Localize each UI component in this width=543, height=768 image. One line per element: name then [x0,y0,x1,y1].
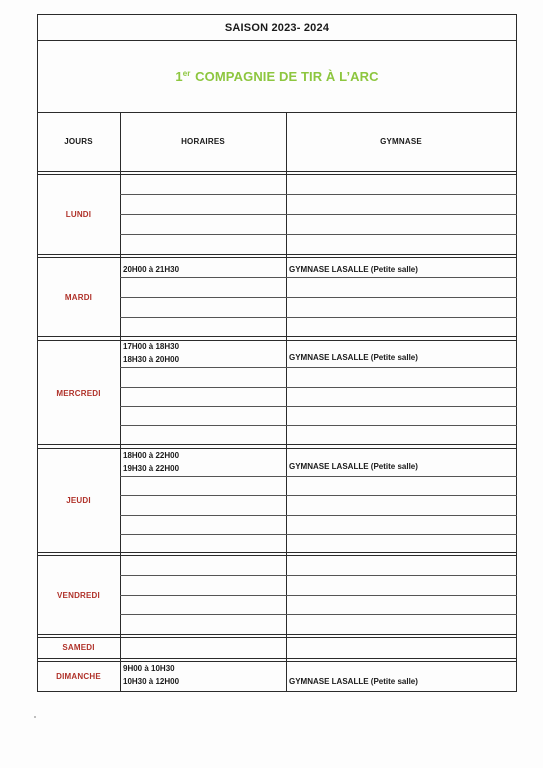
jeudi-hours-2: 19H30 à 22H00 [123,464,180,473]
lundi-end-line [37,254,517,255]
club-title-superscript: er [182,69,191,78]
title-box [37,41,517,112]
mardi-gym: GYMNASE LASALLE (Petite salle) [289,265,418,274]
table-border-right [516,112,517,692]
jeudi-end-line [37,552,517,553]
header-days-label: JOURS [64,137,93,146]
vendredi-subrow-line [120,614,517,615]
schedule-table [37,112,517,692]
jeudi-gym: GYMNASE LASALLE (Petite salle) [289,462,418,471]
club-title-prefix: 1 [175,69,183,84]
day-label: LUNDI [65,209,92,219]
mercredi-end-line [37,444,517,445]
table-bottom-border [37,691,517,692]
mardi-subrow-line [120,317,517,318]
mercredi-gym: GYMNASE LASALLE (Petite salle) [289,353,418,362]
header-hours [120,112,286,171]
mercredi-hours-1: 17H00 à 18H30 [123,342,180,351]
jeudi-subrow-line [120,476,517,477]
jeudi-subrow-line [120,534,517,535]
day-label: DIMANCHE [56,671,101,681]
day-label: VENDREDI [57,591,100,600]
mardi-subrow-line [120,297,517,298]
mardi-end-line [37,336,517,337]
dimanche-gym: GYMNASE LASALLE (Petite salle) [289,677,418,686]
header-gym-label: GYMNASE [380,137,422,146]
day-label: SAMEDI [62,643,95,652]
day-jeudi [37,448,120,552]
mercredi-hours-2: 18H30 à 20H00 [123,355,180,364]
header-hours-label: HORAIRES [181,137,225,146]
header-rule [37,171,517,172]
day-label: MERCREDI [56,388,101,398]
scan-speck [34,716,36,718]
jeudi-subrow-line [120,515,517,516]
table-divider-hours [286,112,287,692]
vendredi-subrow-line [120,595,517,596]
day-mercredi [37,340,120,446]
day-mardi [37,257,120,338]
dimanche-hours-2: 10H30 à 12H00 [123,677,180,686]
header-days [37,112,120,171]
jeudi-subrow-line [120,495,517,496]
lundi-subrow-line [120,234,517,235]
day-samedi [37,637,120,658]
mercredi-subrow-line [120,367,517,368]
table-divider-days [120,112,121,692]
lundi-subrow-line [120,214,517,215]
day-vendredi [37,555,120,636]
day-lundi [37,174,120,254]
mardi-subrow-line [120,277,517,278]
season-label: SAISON 2023- 2024 [224,21,330,34]
vendredi-subrow-line [120,575,517,576]
day-label: JEUDI [66,495,91,505]
club-title-text: COMPAGNIE DE TIR À L’ARC [191,69,379,84]
dimanche-hours-1: 9H00 à 10H30 [123,664,175,673]
club-title [175,69,378,84]
mercredi-subrow-line [120,406,517,407]
mardi-hours-1: 20H00 à 21H30 [123,265,180,274]
jeudi-hours-1: 18H00 à 22H00 [123,451,180,460]
day-label: MARDI [64,293,93,302]
season-header [37,14,517,41]
mercredi-subrow-line [120,387,517,388]
lundi-subrow-line [120,194,517,195]
day-dimanche [37,661,120,691]
mercredi-subrow-line [120,425,517,426]
vendredi-end-line [37,634,517,635]
header-gym [286,112,516,171]
samedi-end-line [37,658,517,659]
